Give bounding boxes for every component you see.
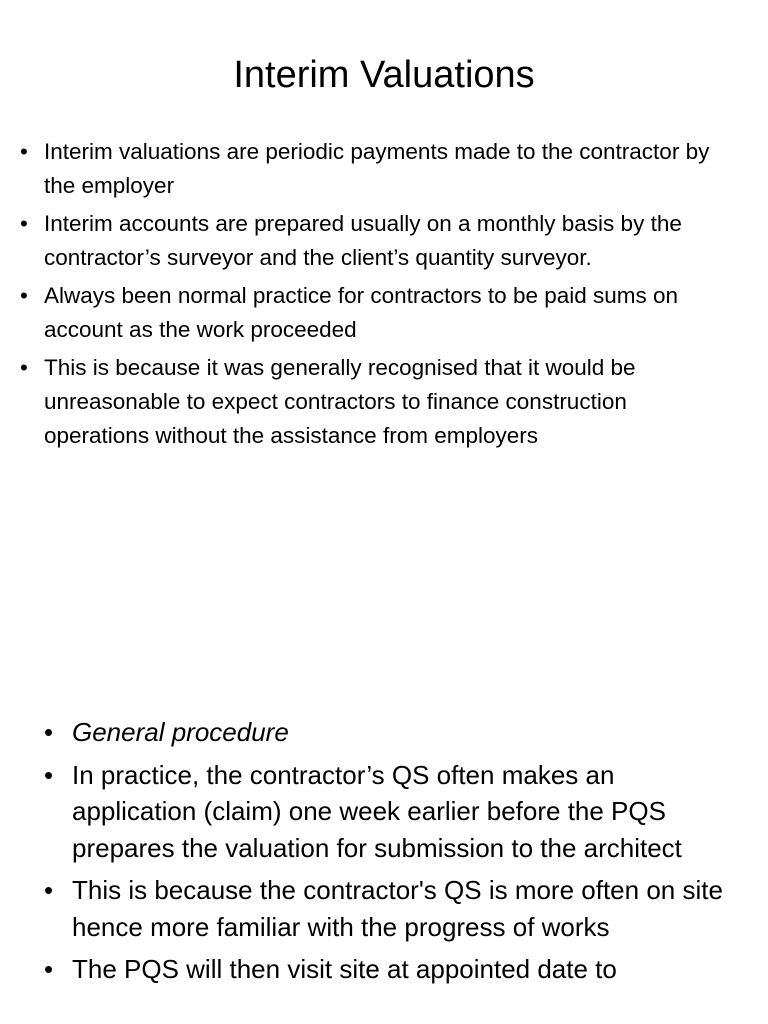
bullet-icon: • [20,283,28,308]
bullet-text: Interim accounts are prepared usually on a monthly basis by the contractor’s surveyor and the client’s quantity surveyor. [44,211,682,270]
list-item [18,351,728,453]
bullet-icon: • [20,355,28,380]
list-item [18,279,728,347]
bullet-icon: • [44,875,54,905]
bullet-icon: • [44,954,54,984]
bullet-text: The PQS will then visit site at appointed date to [72,954,617,984]
slide-title: Interim Valuations [233,54,535,96]
section-heading: General procedure [72,717,289,747]
bullet-text: This is because the contractor's QS is more often on site hence more familiar with the progress of works [72,875,723,942]
bullet-text: Always been normal practice for contractors to be paid sums on account as the work proceeded [44,283,679,342]
bullet-list-bottom [44,714,744,994]
bullet-list-top [18,135,728,457]
bullet-text: In practice, the contractor’s QS often makes an application (claim) one week earlier before the PQS prepares the valuation for submission to the architect [72,759,682,863]
bullet-icon: • [44,717,54,747]
bullet-text: Interim valuations are periodic payments made to the contractor by the employer [44,139,710,198]
list-item [44,714,744,751]
bullet-text: This is because it was generally recognised that it would be unreasonable to expect contractors to finance construction operations without the assistance from employers [44,355,636,448]
bullet-icon: • [20,139,28,164]
list-item [18,207,728,275]
list-item [44,872,744,945]
list-item [44,757,744,867]
bullet-icon: • [20,211,28,236]
bullet-icon: • [44,759,54,790]
list-item [44,951,744,988]
list-item [18,135,728,203]
